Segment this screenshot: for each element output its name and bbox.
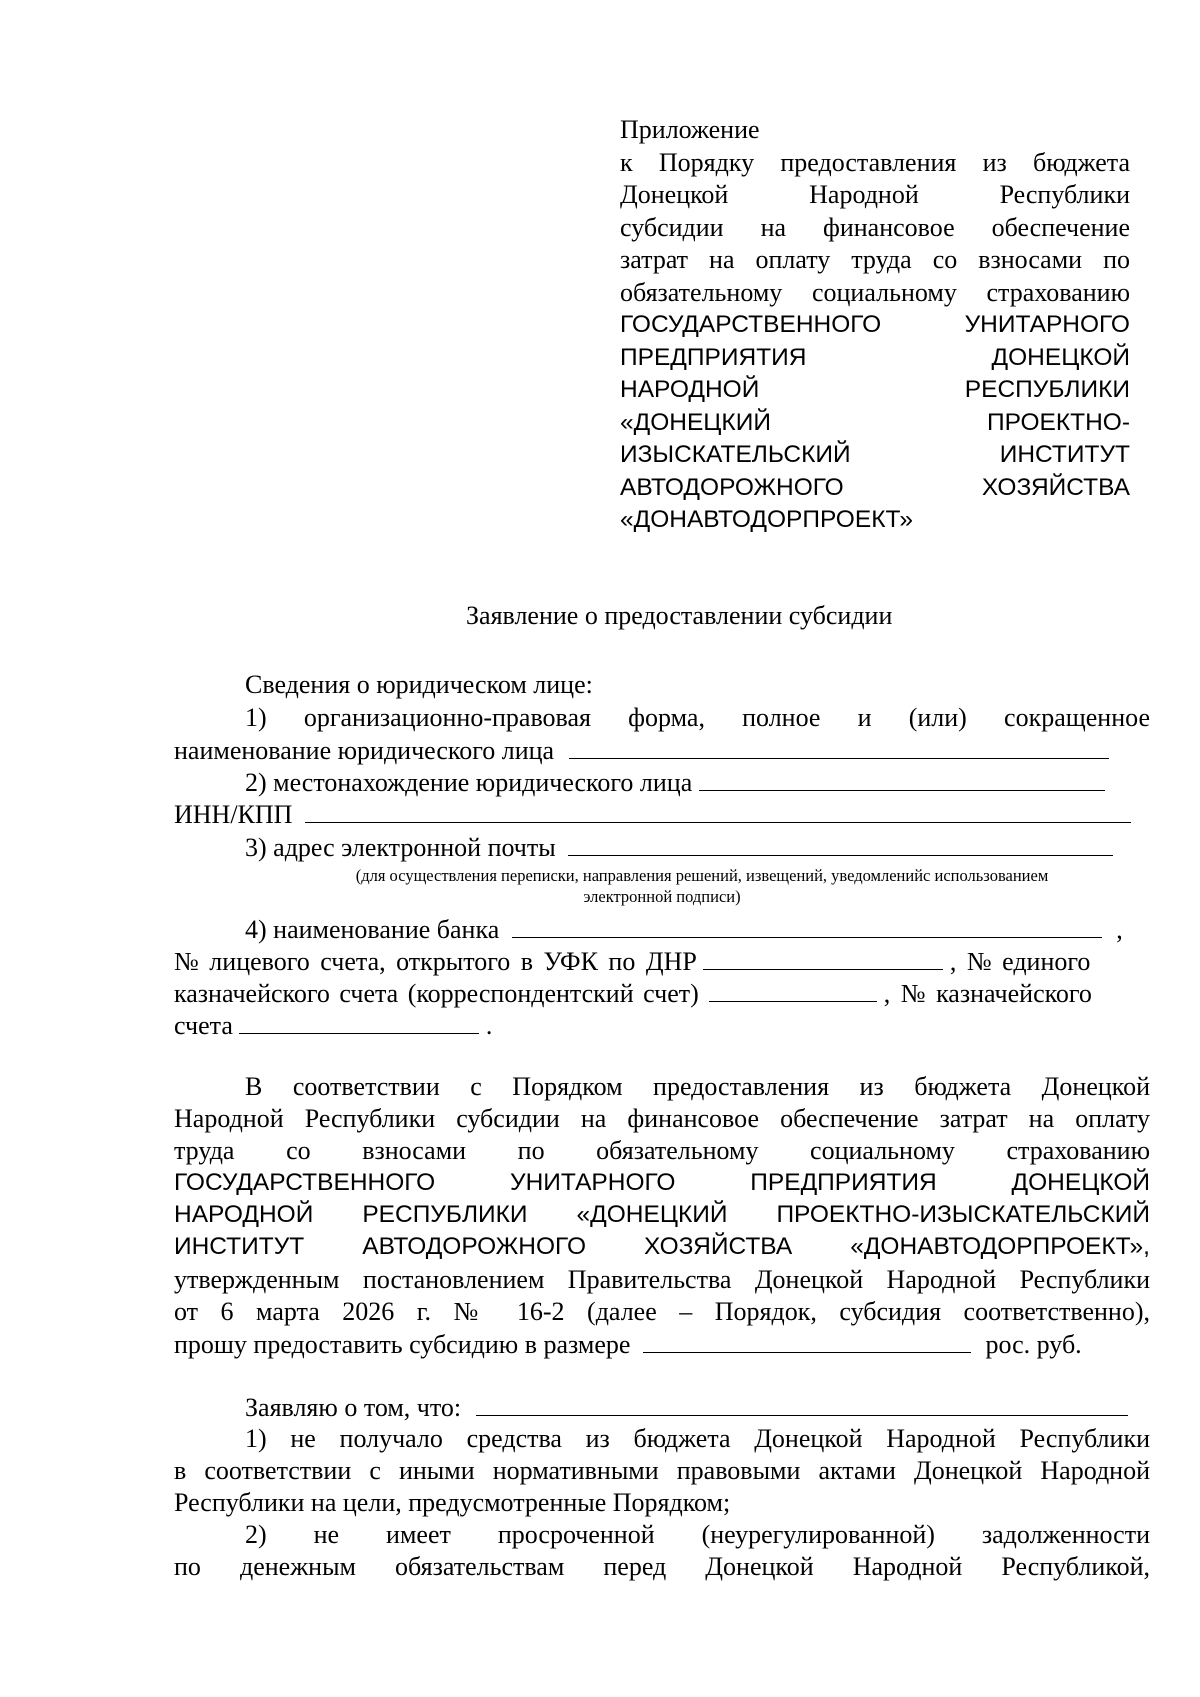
- entity-item1-label: наименование юридического лица: [174, 736, 555, 765]
- email-note-line1: (для осуществления переписки, направления решений, извещений, уведомленийс использованием: [355, 866, 1049, 885]
- appendix-line: обязательному социальному страхованию: [620, 277, 1130, 307]
- appendix-line: АВТОДОРОЖНОГО ХОЗЯЙСТВА: [620, 473, 1130, 501]
- treasury-label-c: счета: [174, 1011, 233, 1040]
- document-title-text: Заявление о предоставлении субсидии: [466, 601, 893, 630]
- entity-item4: [245, 913, 1150, 945]
- declare-name-field[interactable]: [476, 1391, 1128, 1416]
- treasury-end: .: [485, 1011, 493, 1040]
- treasury-line: [174, 977, 1150, 1009]
- request-line: ГОСУДАРСТВЕННОГО УНИТАРНОГО ПРЕДПРИЯТИЯ ДОНЕЦКОЙ: [174, 1169, 1150, 1196]
- declare-heading-line: [245, 1391, 1150, 1423]
- account-label-b: , № единого: [949, 947, 1091, 976]
- appendix-line: Донецкой Народной Республики: [620, 180, 1130, 209]
- personal-account-field[interactable]: [703, 945, 943, 970]
- request-line: от 6 марта 2026 г. № 16-2 (далее – Порядок, субсидия соответственно),: [174, 1297, 1150, 1326]
- account-label: № лицевого счета, открытого в УФК по ДНР: [174, 947, 697, 976]
- entity-item1-line1: 1) организационно-правовая форма, полное и (или) сокращенное: [245, 703, 1150, 732]
- inn-kpp-field[interactable]: [305, 798, 1131, 823]
- appendix-line: ИЗЫСКАТЕЛЬСКИЙ ИНСТИТУТ: [620, 441, 1130, 468]
- request-line: Народной Республики субсидии на финансовое обеспечение затрат на оплату: [174, 1104, 1150, 1133]
- appendix-line: «ДОНЕЦКИЙ ПРОЕКТНО-: [620, 408, 1130, 436]
- entity-item2: [245, 766, 1150, 798]
- treasury-line-2: [174, 1009, 1150, 1041]
- request-amount-label: прошу предоставить субсидию в размере: [174, 1330, 631, 1359]
- entity-item3: [245, 831, 1150, 863]
- declare-line: 1) не получало средства из бюджета Донецкой Народной Республики: [245, 1424, 1150, 1453]
- appendix-line: ПРЕДПРИЯТИЯ ДОНЕЦКОЙ: [620, 343, 1130, 371]
- request-amount-line: [174, 1328, 1150, 1360]
- legal-name-field[interactable]: [569, 734, 1109, 759]
- email-field[interactable]: [568, 831, 1113, 856]
- entity-item1-line2: [174, 734, 1150, 766]
- request-line: ИНСТИТУТ АВТОДОРОЖНОГО ХОЗЯЙСТВА «ДОНАВТОДОРПРОЕКТ»,: [174, 1233, 1150, 1260]
- currency-label: рос. руб.: [985, 1330, 1082, 1359]
- inn-kpp-label: ИНН/КПП: [174, 800, 293, 829]
- request-line: В соответствии с Порядком предоставления из бюджета Донецкой: [245, 1072, 1150, 1101]
- entity-heading: Сведения о юридическом лице:: [245, 670, 593, 699]
- appendix-line: «ДОНАВТОДОРПРОЕКТ»: [620, 506, 913, 533]
- declare-line: 2) не имеет просроченной (неурегулированной) задолженности: [245, 1520, 1150, 1549]
- corr-account-field[interactable]: [709, 977, 877, 1002]
- entity-inn: [174, 798, 1150, 830]
- entity-item4-label: 4) наименование банка: [245, 915, 500, 944]
- treasury-label: казначейского счета (корреспондентский счет): [174, 979, 699, 1008]
- declare-line: в соответствии с иными нормативными правовыми актами Донецкой Народной: [174, 1456, 1150, 1485]
- entity-item3-label: 3) адрес электронной почты: [245, 833, 556, 862]
- bank-comma: ,: [1116, 915, 1123, 944]
- declare-line: Республики на цели, предусмотренные Порядком;: [174, 1488, 731, 1517]
- treasury-label-b: , № казначейского: [883, 979, 1092, 1008]
- appendix-line: к Порядку предоставления из бюджета: [620, 147, 1130, 177]
- request-line: утвержденным постановлением Правительства Донецкой Народной Республики: [174, 1265, 1150, 1294]
- subsidy-amount-field[interactable]: [643, 1328, 971, 1353]
- request-line: труда со взносами по обязательному социальному страхованию: [174, 1136, 1150, 1165]
- appendix-line: Приложение: [620, 115, 760, 144]
- appendix-line: ГОСУДАРСТВЕННОГО УНИТАРНОГО: [620, 311, 1130, 338]
- declare-heading: Заявляю о том, что:: [245, 1393, 462, 1422]
- appendix-line: НАРОДНОЙ РЕСПУБЛИКИ: [620, 376, 1130, 403]
- declare-line: по денежным обязательствам перед Донецкой Народной Республикой,: [174, 1552, 1150, 1581]
- entity-item2-label: 2) местонахождение юридического лица: [245, 768, 693, 797]
- appendix-line: затрат на оплату труда со взносами по: [620, 245, 1130, 274]
- email-note-line2: электронной подписи): [583, 887, 741, 906]
- appendix-header: [620, 114, 1130, 537]
- appendix-line: субсидии на финансовое обеспечение: [620, 212, 1130, 242]
- bank-name-field[interactable]: [512, 913, 1102, 938]
- account-line: [174, 945, 1150, 977]
- request-line: НАРОДНОЙ РЕСПУБЛИКИ «ДОНЕЦКИЙ ПРОЕКТНО-ИЗЫСКАТЕЛЬСКИЙ: [174, 1201, 1150, 1228]
- treasury-account-field[interactable]: [239, 1009, 479, 1034]
- location-field[interactable]: [699, 766, 1105, 791]
- email-note: [174, 865, 1150, 907]
